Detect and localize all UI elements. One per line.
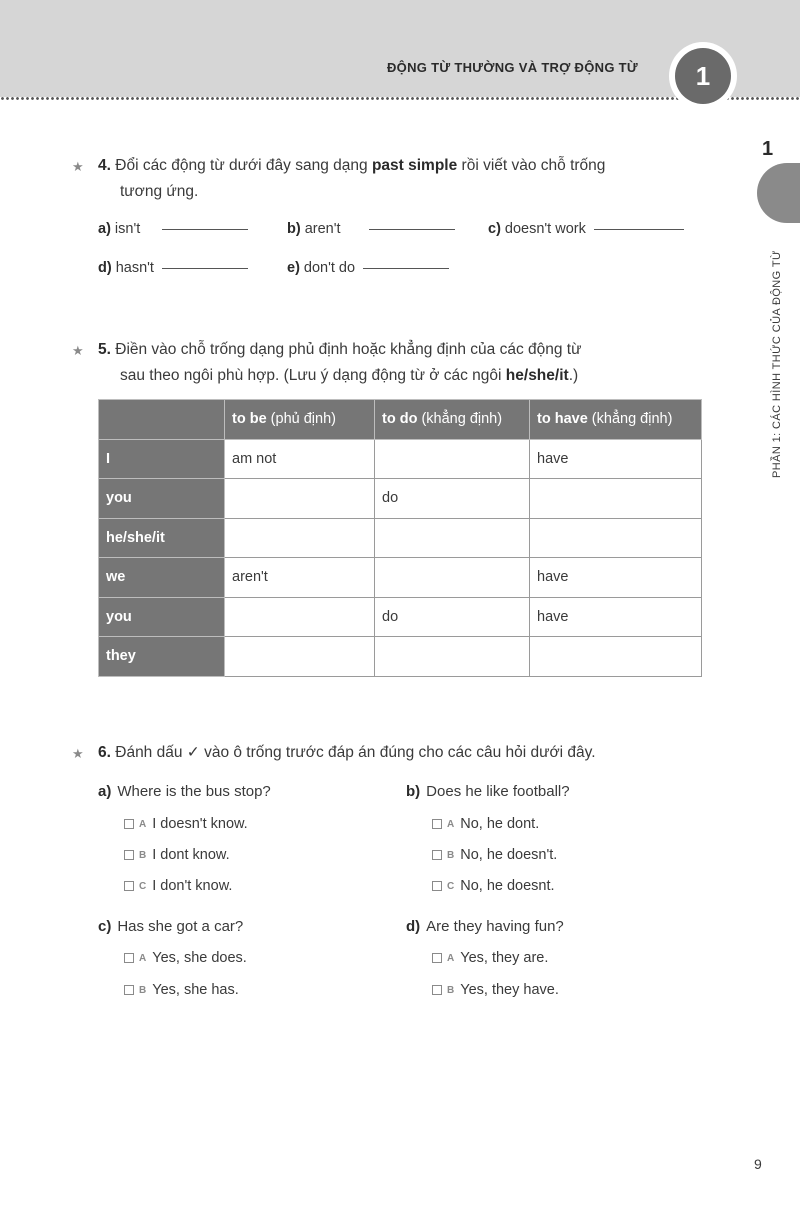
table-row xyxy=(99,479,702,519)
answer-blank[interactable] xyxy=(369,229,455,230)
checkbox[interactable] xyxy=(432,850,442,860)
answer-blank[interactable] xyxy=(162,268,248,269)
answer-option[interactable]: B Yes, they have. xyxy=(432,982,559,998)
side-part-title: PHẦN 1: CÁC HÌNH THỨC CỦA ĐỘNG TỪ xyxy=(771,250,783,478)
table-cell[interactable] xyxy=(225,479,375,519)
table-cell[interactable] xyxy=(530,518,702,558)
chapter-badge xyxy=(669,42,737,110)
exercise-number: 6. xyxy=(98,744,111,761)
answer-item: e) don't do xyxy=(287,260,449,276)
table-row xyxy=(99,439,702,479)
answer-blank[interactable] xyxy=(363,268,449,269)
table-header-row xyxy=(99,400,702,440)
table-cell[interactable]: have xyxy=(530,597,702,637)
checkbox[interactable] xyxy=(124,850,134,860)
table-cell[interactable] xyxy=(375,558,530,598)
answer-option[interactable]: A Yes, they are. xyxy=(432,950,548,966)
row-pronoun: I xyxy=(99,439,225,479)
answer-option[interactable]: B I dont know. xyxy=(124,847,230,863)
table-cell[interactable] xyxy=(225,637,375,677)
question: d) Are they having fun? xyxy=(406,918,564,935)
table-cell[interactable]: am not xyxy=(225,439,375,479)
answer-blank[interactable] xyxy=(162,229,248,230)
chapter-title: ĐỘNG TỪ THƯỜNG VÀ TRỢ ĐỘNG TỪ xyxy=(386,60,638,75)
checkbox[interactable] xyxy=(124,985,134,995)
side-chapter-number: 1 xyxy=(762,138,774,160)
verb-table xyxy=(98,399,702,677)
chapter-number: 1 xyxy=(675,48,731,104)
exercise-6-instruction: 6. Đánh dấu ✓ vào ô trống trước đáp án đúng cho các câu hỏi dưới đây. xyxy=(98,744,596,761)
question: c) Has she got a car? xyxy=(98,918,244,935)
checkbox[interactable] xyxy=(124,881,134,891)
answer-option[interactable]: A No, he dont. xyxy=(432,816,539,832)
answer-item: a) isn't xyxy=(98,221,248,237)
answer-option[interactable]: A I doesn't know. xyxy=(124,816,248,832)
checkbox[interactable] xyxy=(124,819,134,829)
row-pronoun: you xyxy=(99,597,225,637)
table-cell[interactable]: have xyxy=(530,558,702,598)
table-cell[interactable] xyxy=(225,597,375,637)
table-cell[interactable] xyxy=(375,637,530,677)
column-header: to do (khẳng định) xyxy=(375,400,530,440)
table-cell[interactable] xyxy=(375,518,530,558)
row-pronoun: they xyxy=(99,637,225,677)
table-row xyxy=(99,637,702,677)
table-cell[interactable] xyxy=(530,479,702,519)
table-row xyxy=(99,558,702,598)
answer-blank[interactable] xyxy=(594,229,684,230)
row-pronoun: he/she/it xyxy=(99,518,225,558)
answer-option[interactable]: B Yes, she has. xyxy=(124,982,239,998)
table-cell[interactable] xyxy=(375,439,530,479)
table-cell[interactable]: do xyxy=(375,479,530,519)
exercise-5-instruction: 5. Điền vào chỗ trống dạng phủ định hoặc khẳng định của các động từ sau theo ngôi phù hợp. (Lưu ý dạng động từ ở các ngôi he/she/it.) xyxy=(98,341,582,384)
checkbox[interactable] xyxy=(124,953,134,963)
table-cell[interactable]: aren't xyxy=(225,558,375,598)
exercise-number: 5. xyxy=(98,341,111,358)
column-header: to have (khẳng định) xyxy=(530,400,702,440)
page-number: 9 xyxy=(754,1156,762,1172)
row-pronoun: we xyxy=(99,558,225,598)
keyword: past simple xyxy=(371,157,458,174)
answer-option[interactable]: C No, he doesnt. xyxy=(432,878,555,894)
row-pronoun: you xyxy=(99,479,225,519)
side-tab xyxy=(757,163,800,223)
table-cell[interactable] xyxy=(225,518,375,558)
table-row xyxy=(99,597,702,637)
table-cell[interactable]: have xyxy=(530,439,702,479)
answer-option[interactable]: A Yes, she does. xyxy=(124,950,247,966)
checkbox[interactable] xyxy=(432,985,442,995)
star-icon: ★ xyxy=(72,746,84,761)
checkbox[interactable] xyxy=(432,953,442,963)
question: b) Does he like football? xyxy=(406,783,570,800)
star-icon: ★ xyxy=(72,159,84,174)
keyword: he/she/it xyxy=(505,367,569,384)
table-cell[interactable] xyxy=(530,637,702,677)
answer-item: b) aren't xyxy=(287,221,455,237)
checkbox[interactable] xyxy=(432,881,442,891)
table-cell[interactable]: do xyxy=(375,597,530,637)
exercise-number: 4. xyxy=(98,157,111,174)
answer-item: d) hasn't xyxy=(98,260,248,276)
table-row xyxy=(99,518,702,558)
star-icon: ★ xyxy=(72,343,84,358)
question: a) Where is the bus stop? xyxy=(98,783,271,800)
table-corner xyxy=(99,400,225,440)
checkbox[interactable] xyxy=(432,819,442,829)
column-header: to be (phủ định) xyxy=(225,400,375,440)
exercise-4-instruction: 4. Đổi các động từ dưới đây sang dạng past simple rồi viết vào chỗ trống tương ứng. xyxy=(98,157,606,200)
answer-option[interactable]: B No, he doesn't. xyxy=(432,847,557,863)
answer-item: c) doesn't work xyxy=(488,221,684,237)
answer-option[interactable]: C I don't know. xyxy=(124,878,232,894)
